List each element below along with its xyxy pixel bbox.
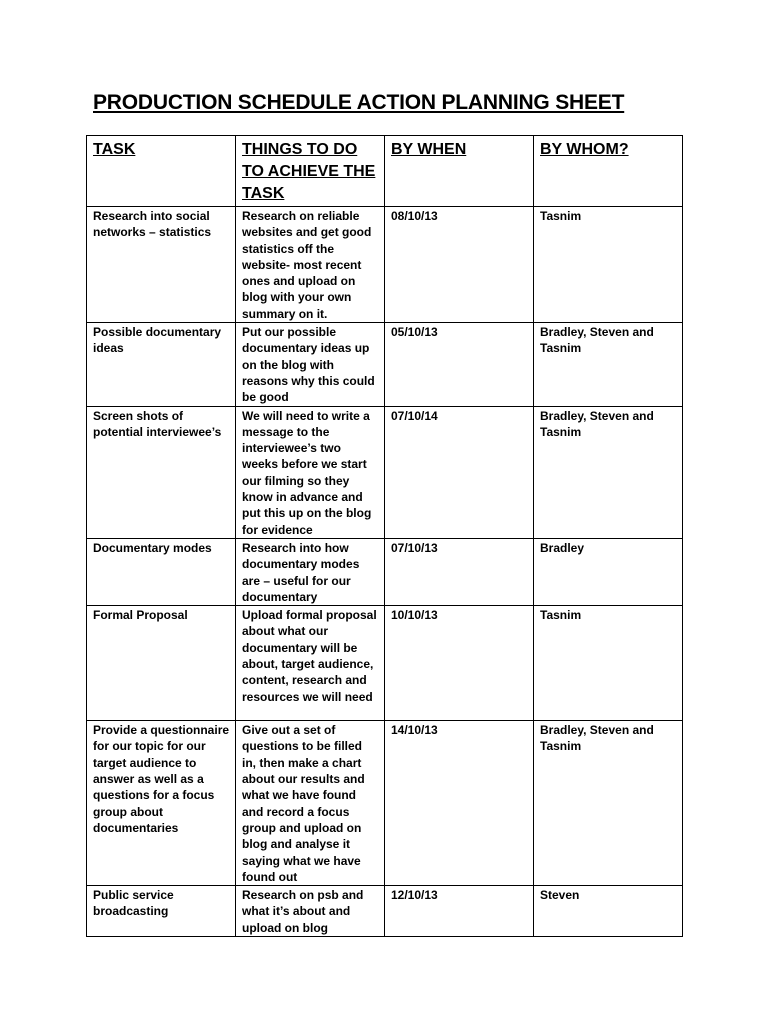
table-row [87,721,683,886]
page-title: PRODUCTION SCHEDULE ACTION PLANNING SHEET [93,91,625,114]
todo-cell: We will need to write a message to the interviewee’s two weeks before we start our filming so they know in advance and put this up on the blog for evidence [236,406,385,538]
todo-cell: Put our possible documentary ideas up on the blog with reasons why this could be good [236,323,385,406]
when-cell: 08/10/13 [385,207,534,323]
whom-cell: Tasnim [534,606,683,721]
when-cell: 07/10/14 [385,406,534,538]
task-cell: Screen shots of potential interviewee’s [87,406,236,538]
todo-cell: Research on reliable websites and get good statistics off the website- most recent ones and upload on blog with your own summary on it. [236,207,385,323]
when-cell: 05/10/13 [385,323,534,406]
task-cell: Public service broadcasting [87,886,236,937]
task-cell: Provide a questionnaire for our topic for our target audience to answer as well as a questions for a focus group about documentaries [87,721,236,886]
task-cell: Research into social networks – statistics [87,207,236,323]
todo-cell: Research on psb and what it’s about and upload on blog [236,886,385,937]
action-planning-table [86,135,683,937]
whom-cell: Bradley, Steven and Tasnim [534,323,683,406]
table-header-row [87,136,683,207]
task-cell: Formal Proposal [87,606,236,721]
whom-cell: Bradley, Steven and Tasnim [534,721,683,886]
table-row [87,886,683,937]
column-header-things-to-do: THINGS TO DO TO ACHIEVE THE TASK [236,136,385,207]
task-cell: Documentary modes [87,538,236,605]
whom-cell: Bradley, Steven and Tasnim [534,406,683,538]
table-row [87,207,683,323]
column-header-task: TASK [87,136,236,207]
when-cell: 07/10/13 [385,538,534,605]
when-cell: 14/10/13 [385,721,534,886]
whom-cell: Tasnim [534,207,683,323]
column-header-by-whom: BY WHOM? [534,136,683,207]
table-row [87,406,683,538]
todo-cell: Research into how documentary modes are – useful for our documentary [236,538,385,605]
table-row [87,538,683,605]
todo-cell: Give out a set of questions to be filled in, then make a chart about our results and what we have found and record a focus group and upload on blog and analyse it saying what we have found out [236,721,385,886]
whom-cell: Bradley [534,538,683,605]
task-cell: Possible documentary ideas [87,323,236,406]
when-cell: 10/10/13 [385,606,534,721]
table-row [87,606,683,721]
when-cell: 12/10/13 [385,886,534,937]
table-row [87,323,683,406]
todo-cell: Upload formal proposal about what our documentary will be about, target audience, content, research and resources we will need [236,606,385,721]
whom-cell: Steven [534,886,683,937]
column-header-by-when: BY WHEN [385,136,534,207]
